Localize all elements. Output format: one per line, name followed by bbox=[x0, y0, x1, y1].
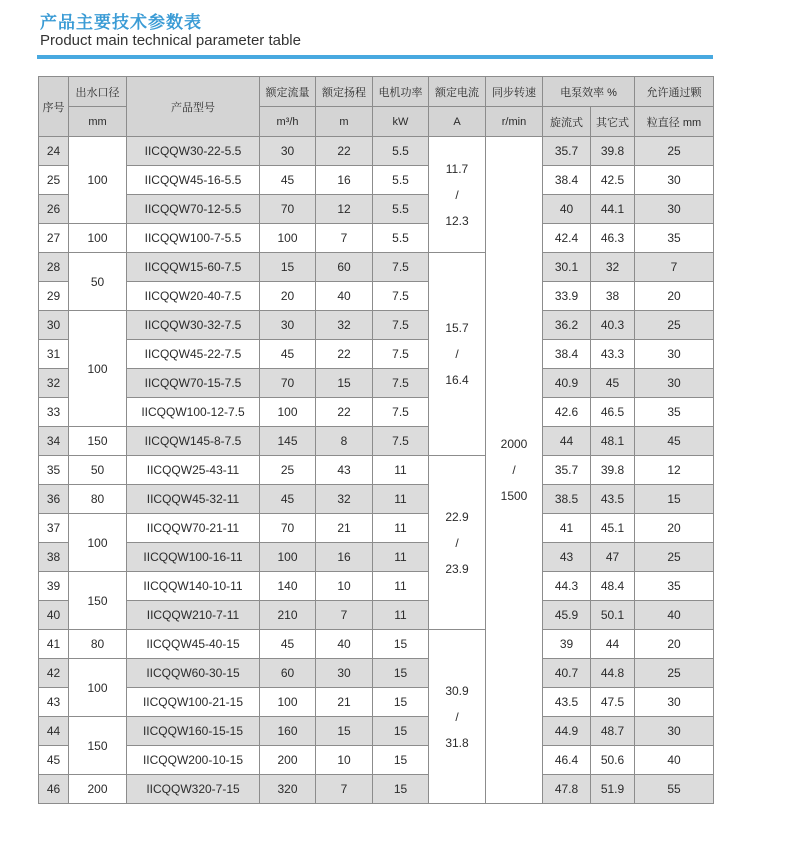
cell-eff-a: 35.7 bbox=[543, 137, 591, 166]
cell-power: 7.5 bbox=[373, 427, 429, 456]
header-flow: 额定流量 bbox=[260, 77, 316, 107]
table-row bbox=[39, 775, 714, 804]
cell-outlet: 80 bbox=[69, 485, 127, 514]
table-row bbox=[39, 282, 714, 311]
cell-head: 7 bbox=[316, 601, 373, 630]
table-row bbox=[39, 253, 714, 282]
cell-head: 8 bbox=[316, 427, 373, 456]
cell-outlet: 50 bbox=[69, 456, 127, 485]
cell-model: IICQQW100-12-7.5 bbox=[127, 398, 260, 427]
cell-particle: 30 bbox=[635, 340, 714, 369]
cell-eff-a: 43 bbox=[543, 543, 591, 572]
header-head-unit: m bbox=[316, 107, 373, 137]
cell-model: IICQQW45-40-15 bbox=[127, 630, 260, 659]
cell-model: IICQQW70-15-7.5 bbox=[127, 369, 260, 398]
table-row bbox=[39, 398, 714, 427]
cell-no: 36 bbox=[39, 485, 69, 514]
cell-eff-b: 46.5 bbox=[591, 398, 635, 427]
cell-no: 38 bbox=[39, 543, 69, 572]
cell-eff-b: 42.5 bbox=[591, 166, 635, 195]
cell-power: 15 bbox=[373, 688, 429, 717]
cell-head: 15 bbox=[316, 717, 373, 746]
cell-power: 5.5 bbox=[373, 137, 429, 166]
cell-eff-b: 46.3 bbox=[591, 224, 635, 253]
cell-power: 7.5 bbox=[373, 253, 429, 282]
cell-model: IICQQW100-16-11 bbox=[127, 543, 260, 572]
cell-eff-a: 35.7 bbox=[543, 456, 591, 485]
title-divider bbox=[37, 55, 713, 59]
cell-no: 42 bbox=[39, 659, 69, 688]
cell-model: IICQQW45-32-11 bbox=[127, 485, 260, 514]
header-no: 序号 bbox=[39, 77, 69, 137]
table-row bbox=[39, 369, 714, 398]
cell-eff-a: 46.4 bbox=[543, 746, 591, 775]
cell-particle: 7 bbox=[635, 253, 714, 282]
cell-power: 7.5 bbox=[373, 340, 429, 369]
cell-particle: 30 bbox=[635, 688, 714, 717]
cell-outlet: 100 bbox=[69, 514, 127, 572]
cell-particle: 30 bbox=[635, 195, 714, 224]
table-row bbox=[39, 717, 714, 746]
cell-power: 11 bbox=[373, 543, 429, 572]
cell-flow: 60 bbox=[260, 659, 316, 688]
cell-no: 35 bbox=[39, 456, 69, 485]
table-row bbox=[39, 137, 714, 166]
cell-eff-b: 48.1 bbox=[591, 427, 635, 456]
cell-current: 15.7 / 16.4 bbox=[429, 253, 486, 456]
cell-flow: 210 bbox=[260, 601, 316, 630]
cell-particle: 40 bbox=[635, 601, 714, 630]
cell-flow: 70 bbox=[260, 369, 316, 398]
cell-no: 29 bbox=[39, 282, 69, 311]
table-row bbox=[39, 746, 714, 775]
cell-model: IICQQW45-16-5.5 bbox=[127, 166, 260, 195]
cell-no: 26 bbox=[39, 195, 69, 224]
cell-outlet: 100 bbox=[69, 659, 127, 717]
cell-flow: 45 bbox=[260, 630, 316, 659]
cell-head: 7 bbox=[316, 224, 373, 253]
cell-eff-b: 44.8 bbox=[591, 659, 635, 688]
cell-particle: 20 bbox=[635, 282, 714, 311]
cell-particle: 25 bbox=[635, 311, 714, 340]
cell-eff-a: 42.4 bbox=[543, 224, 591, 253]
cell-particle: 15 bbox=[635, 485, 714, 514]
cell-no: 46 bbox=[39, 775, 69, 804]
cell-particle: 20 bbox=[635, 630, 714, 659]
cell-eff-b: 51.9 bbox=[591, 775, 635, 804]
cell-flow: 160 bbox=[260, 717, 316, 746]
cell-head: 10 bbox=[316, 746, 373, 775]
cell-eff-a: 40 bbox=[543, 195, 591, 224]
cell-eff-b: 32 bbox=[591, 253, 635, 282]
cell-model: IICQQW210-7-11 bbox=[127, 601, 260, 630]
cell-power: 11 bbox=[373, 514, 429, 543]
cell-no: 41 bbox=[39, 630, 69, 659]
cell-flow: 320 bbox=[260, 775, 316, 804]
table-row bbox=[39, 659, 714, 688]
table-row bbox=[39, 427, 714, 456]
cell-flow: 100 bbox=[260, 543, 316, 572]
cell-model: IICQQW200-10-15 bbox=[127, 746, 260, 775]
cell-outlet: 50 bbox=[69, 253, 127, 311]
cell-model: IICQQW140-10-11 bbox=[127, 572, 260, 601]
cell-eff-a: 40.9 bbox=[543, 369, 591, 398]
table-row bbox=[39, 340, 714, 369]
cell-particle: 30 bbox=[635, 717, 714, 746]
cell-no: 34 bbox=[39, 427, 69, 456]
cell-flow: 25 bbox=[260, 456, 316, 485]
cell-outlet: 150 bbox=[69, 427, 127, 456]
header-power-unit: kW bbox=[373, 107, 429, 137]
cell-outlet: 100 bbox=[69, 311, 127, 427]
cell-eff-a: 44.3 bbox=[543, 572, 591, 601]
cell-flow: 145 bbox=[260, 427, 316, 456]
cell-eff-b: 43.3 bbox=[591, 340, 635, 369]
cell-power: 15 bbox=[373, 775, 429, 804]
cell-particle: 30 bbox=[635, 369, 714, 398]
cell-flow: 15 bbox=[260, 253, 316, 282]
cell-flow: 45 bbox=[260, 340, 316, 369]
cell-head: 7 bbox=[316, 775, 373, 804]
cell-model: IICQQW20-40-7.5 bbox=[127, 282, 260, 311]
cell-eff-a: 33.9 bbox=[543, 282, 591, 311]
cell-model: IICQQW25-43-11 bbox=[127, 456, 260, 485]
cell-model: IICQQW45-22-7.5 bbox=[127, 340, 260, 369]
cell-outlet: 80 bbox=[69, 630, 127, 659]
cell-eff-b: 48.4 bbox=[591, 572, 635, 601]
table-row bbox=[39, 166, 714, 195]
cell-particle: 35 bbox=[635, 398, 714, 427]
cell-eff-a: 47.8 bbox=[543, 775, 591, 804]
cell-model: IICQQW70-21-11 bbox=[127, 514, 260, 543]
cell-eff-b: 48.7 bbox=[591, 717, 635, 746]
cell-power: 11 bbox=[373, 456, 429, 485]
cell-current: 30.9 / 31.8 bbox=[429, 630, 486, 804]
cell-outlet: 100 bbox=[69, 224, 127, 253]
cell-power: 15 bbox=[373, 659, 429, 688]
cell-eff-a: 39 bbox=[543, 630, 591, 659]
cell-power: 7.5 bbox=[373, 398, 429, 427]
cell-flow: 20 bbox=[260, 282, 316, 311]
cell-eff-b: 40.3 bbox=[591, 311, 635, 340]
header-flow-unit: m³/h bbox=[260, 107, 316, 137]
header-model: 产品型号 bbox=[127, 77, 260, 137]
cell-head: 21 bbox=[316, 514, 373, 543]
header-current: 额定电流 bbox=[429, 77, 486, 107]
cell-eff-a: 42.6 bbox=[543, 398, 591, 427]
cell-power: 7.5 bbox=[373, 369, 429, 398]
cell-power: 7.5 bbox=[373, 311, 429, 340]
cell-model: IICQQW100-21-15 bbox=[127, 688, 260, 717]
cell-head: 15 bbox=[316, 369, 373, 398]
table-body bbox=[39, 137, 714, 804]
cell-head: 22 bbox=[316, 137, 373, 166]
cell-model: IICQQW160-15-15 bbox=[127, 717, 260, 746]
cell-no: 24 bbox=[39, 137, 69, 166]
cell-no: 39 bbox=[39, 572, 69, 601]
cell-no: 27 bbox=[39, 224, 69, 253]
cell-flow: 70 bbox=[260, 195, 316, 224]
cell-current: 22.9 / 23.9 bbox=[429, 456, 486, 630]
header-speed-unit: r/min bbox=[486, 107, 543, 137]
cell-outlet: 150 bbox=[69, 572, 127, 630]
cell-eff-b: 45 bbox=[591, 369, 635, 398]
cell-flow: 30 bbox=[260, 311, 316, 340]
cell-head: 12 bbox=[316, 195, 373, 224]
cell-particle: 35 bbox=[635, 224, 714, 253]
cell-power: 5.5 bbox=[373, 195, 429, 224]
cell-flow: 30 bbox=[260, 137, 316, 166]
cell-particle: 25 bbox=[635, 137, 714, 166]
cell-eff-b: 44 bbox=[591, 630, 635, 659]
cell-model: IICQQW30-32-7.5 bbox=[127, 311, 260, 340]
cell-flow: 140 bbox=[260, 572, 316, 601]
cell-head: 16 bbox=[316, 166, 373, 195]
cell-eff-a: 44 bbox=[543, 427, 591, 456]
cell-eff-b: 44.1 bbox=[591, 195, 635, 224]
cell-no: 25 bbox=[39, 166, 69, 195]
cell-eff-b: 47.5 bbox=[591, 688, 635, 717]
cell-power: 11 bbox=[373, 485, 429, 514]
cell-particle: 25 bbox=[635, 543, 714, 572]
cell-particle: 12 bbox=[635, 456, 714, 485]
header-efficiency: 电泵效率 % bbox=[543, 77, 635, 107]
header-power: 电机功率 bbox=[373, 77, 429, 107]
cell-particle: 35 bbox=[635, 572, 714, 601]
table-row bbox=[39, 630, 714, 659]
cell-particle: 45 bbox=[635, 427, 714, 456]
cell-head: 32 bbox=[316, 311, 373, 340]
cell-head: 30 bbox=[316, 659, 373, 688]
table-row bbox=[39, 195, 714, 224]
cell-particle: 25 bbox=[635, 659, 714, 688]
header-head: 额定扬程 bbox=[316, 77, 373, 107]
cell-flow: 45 bbox=[260, 166, 316, 195]
cell-no: 31 bbox=[39, 340, 69, 369]
cell-particle: 30 bbox=[635, 166, 714, 195]
cell-flow: 100 bbox=[260, 688, 316, 717]
page-title-cn: 产品主要技术参数表 bbox=[40, 13, 202, 33]
cell-eff-b: 43.5 bbox=[591, 485, 635, 514]
cell-head: 22 bbox=[316, 398, 373, 427]
cell-eff-b: 47 bbox=[591, 543, 635, 572]
cell-eff-a: 40.7 bbox=[543, 659, 591, 688]
cell-eff-a: 44.9 bbox=[543, 717, 591, 746]
cell-eff-a: 38.4 bbox=[543, 166, 591, 195]
table-row bbox=[39, 688, 714, 717]
cell-no: 45 bbox=[39, 746, 69, 775]
cell-head: 21 bbox=[316, 688, 373, 717]
table-row bbox=[39, 514, 714, 543]
cell-eff-a: 38.5 bbox=[543, 485, 591, 514]
cell-eff-b: 50.1 bbox=[591, 601, 635, 630]
cell-model: IICQQW15-60-7.5 bbox=[127, 253, 260, 282]
cell-head: 32 bbox=[316, 485, 373, 514]
cell-flow: 200 bbox=[260, 746, 316, 775]
cell-no: 32 bbox=[39, 369, 69, 398]
cell-power: 15 bbox=[373, 746, 429, 775]
header-eff-swirl: 旋流式 bbox=[543, 107, 591, 137]
cell-flow: 70 bbox=[260, 514, 316, 543]
header-outlet: 出水口径 bbox=[69, 77, 127, 107]
cell-model: IICQQW70-12-5.5 bbox=[127, 195, 260, 224]
header-current-unit: A bbox=[429, 107, 486, 137]
cell-model: IICQQW100-7-5.5 bbox=[127, 224, 260, 253]
header-speed: 同步转速 bbox=[486, 77, 543, 107]
cell-power: 11 bbox=[373, 572, 429, 601]
cell-particle: 20 bbox=[635, 514, 714, 543]
cell-no: 30 bbox=[39, 311, 69, 340]
cell-head: 60 bbox=[316, 253, 373, 282]
cell-eff-a: 43.5 bbox=[543, 688, 591, 717]
cell-current: 11.7 / 12.3 bbox=[429, 137, 486, 253]
cell-flow: 45 bbox=[260, 485, 316, 514]
cell-outlet: 150 bbox=[69, 717, 127, 775]
cell-speed: 2000 / 1500 bbox=[486, 137, 543, 804]
cell-model: IICQQW145-8-7.5 bbox=[127, 427, 260, 456]
cell-model: IICQQW30-22-5.5 bbox=[127, 137, 260, 166]
cell-no: 40 bbox=[39, 601, 69, 630]
cell-power: 15 bbox=[373, 717, 429, 746]
table-row bbox=[39, 601, 714, 630]
table-row bbox=[39, 543, 714, 572]
table-row bbox=[39, 456, 714, 485]
cell-no: 44 bbox=[39, 717, 69, 746]
cell-eff-b: 50.6 bbox=[591, 746, 635, 775]
cell-power: 5.5 bbox=[373, 224, 429, 253]
page-title-en: Product main technical parameter table bbox=[40, 32, 301, 49]
cell-outlet: 200 bbox=[69, 775, 127, 804]
cell-power: 5.5 bbox=[373, 166, 429, 195]
cell-eff-a: 45.9 bbox=[543, 601, 591, 630]
cell-no: 43 bbox=[39, 688, 69, 717]
cell-no: 37 bbox=[39, 514, 69, 543]
cell-head: 40 bbox=[316, 282, 373, 311]
cell-model: IICQQW320-7-15 bbox=[127, 775, 260, 804]
cell-power: 15 bbox=[373, 630, 429, 659]
table-row bbox=[39, 311, 714, 340]
cell-model: IICQQW60-30-15 bbox=[127, 659, 260, 688]
cell-no: 28 bbox=[39, 253, 69, 282]
header-outlet-unit: mm bbox=[69, 107, 127, 137]
cell-head: 22 bbox=[316, 340, 373, 369]
header-particle-unit: 粒直径 mm bbox=[635, 107, 714, 137]
cell-power: 7.5 bbox=[373, 282, 429, 311]
cell-eff-b: 38 bbox=[591, 282, 635, 311]
cell-particle: 55 bbox=[635, 775, 714, 804]
table-row bbox=[39, 572, 714, 601]
cell-outlet: 100 bbox=[69, 137, 127, 224]
cell-eff-a: 41 bbox=[543, 514, 591, 543]
header-eff-other: 其它式 bbox=[591, 107, 635, 137]
cell-flow: 100 bbox=[260, 224, 316, 253]
cell-head: 10 bbox=[316, 572, 373, 601]
cell-eff-a: 30.1 bbox=[543, 253, 591, 282]
cell-head: 40 bbox=[316, 630, 373, 659]
header-row-1 bbox=[39, 77, 714, 107]
parameter-table bbox=[38, 76, 714, 804]
cell-head: 16 bbox=[316, 543, 373, 572]
cell-eff-b: 45.1 bbox=[591, 514, 635, 543]
table-row bbox=[39, 224, 714, 253]
table-row bbox=[39, 485, 714, 514]
cell-power: 11 bbox=[373, 601, 429, 630]
cell-eff-b: 39.8 bbox=[591, 137, 635, 166]
cell-head: 43 bbox=[316, 456, 373, 485]
header-particle: 允许通过颗 bbox=[635, 77, 714, 107]
cell-eff-b: 39.8 bbox=[591, 456, 635, 485]
cell-no: 33 bbox=[39, 398, 69, 427]
cell-eff-a: 38.4 bbox=[543, 340, 591, 369]
cell-particle: 40 bbox=[635, 746, 714, 775]
cell-flow: 100 bbox=[260, 398, 316, 427]
cell-eff-a: 36.2 bbox=[543, 311, 591, 340]
